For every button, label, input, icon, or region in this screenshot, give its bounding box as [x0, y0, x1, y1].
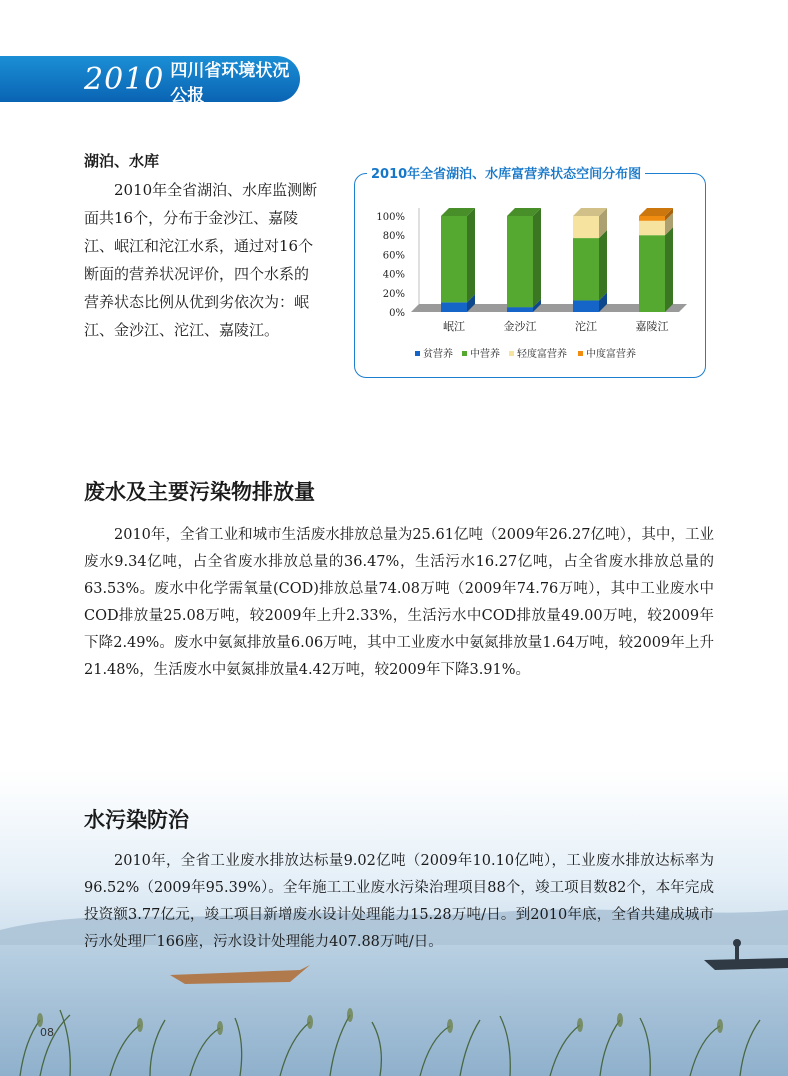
pollution-body: 2010年，全省工业废水排放达标量9.02亿吨（2009年10.10亿吨），工业废水排放达标率为96.52%（2009年95.39%）。全年施工工业废水污染治理项目88个，竣工项目数82个，本年完成投资额3.77亿元，竣工项目新增废水设计处理能力15.28万吨/日。到2010年底，全省共建成城市污水处理厂166座，污水设计处理能力407.88万吨/日。	[84, 853, 714, 950]
legend-swatch	[509, 351, 514, 356]
bar-segment	[507, 216, 533, 307]
lakes-body: 2010年全省湖泊、水库监测断面共16个，分布于金沙江、嘉陵江、岷江和沱江水系，通过对16个断面的营养状况评价，四个水系的营养状态比例从优到劣依次为：岷江、金沙江、沱江、嘉陵江。	[84, 181, 318, 339]
legend-label: 轻度富营养	[517, 349, 567, 360]
bar-segment	[573, 300, 599, 312]
stacked-bar-chart	[355, 174, 707, 379]
x-tick-label: 嘉陵江	[635, 320, 669, 333]
wastewater-heading: 废水及主要污染物排放量	[84, 480, 315, 504]
bar-segment	[639, 221, 665, 235]
bar-segment-side	[533, 208, 541, 307]
bar-segment-side	[599, 230, 607, 300]
bar-segment-side	[467, 208, 475, 302]
chart-box	[354, 167, 706, 378]
wastewater-body: 2010年，全省工业和城市生活废水排放总量为25.61亿吨（2009年26.27亿吨），其中，工业废水9.34亿吨，占全省废水排放总量的36.47%，生活污水16.27亿吨，占全省废水排放总量的63.53%。废水中化学需氧量(COD)排放总量74.08万吨（2009年74.76万吨），其中工业废水中COD排放量25.08万吨，较2009年上升2.33%，生活污水中COD排放量49.00万吨，较2009年下降2.49%。废水中氨氮排放量6.06万吨，其中工业废水中氨氮排放量1.64万吨，较2009年上升21.48%，生活废水中氨氮排放量4.42万吨，较2009年下降3.91%。	[84, 527, 714, 678]
y-tick-label: 80%	[382, 231, 405, 243]
legend-label: 中营养	[470, 349, 500, 360]
bar-segment	[441, 216, 467, 302]
header-title: 四川省环境状况公报	[170, 61, 290, 106]
x-tick-label: 岷江	[443, 320, 465, 333]
lakes-title: 湖泊、水库	[84, 152, 160, 170]
bar-segment	[441, 302, 467, 312]
header-year: 2010	[84, 61, 165, 97]
bar-segment-side	[665, 227, 673, 312]
y-tick-label: 60%	[382, 250, 405, 262]
header-band	[0, 56, 300, 106]
x-tick-label: 沱江	[575, 320, 597, 333]
legend-label: 贫营养	[423, 349, 453, 360]
legend-swatch	[415, 351, 420, 356]
page-number: 08	[40, 1026, 54, 1039]
y-tick-label: 40%	[382, 269, 405, 281]
legend-swatch	[578, 351, 583, 356]
bar-segment	[573, 216, 599, 238]
pollution-heading: 水污染防治	[84, 808, 189, 832]
legend-swatch	[462, 351, 467, 356]
bar-segment	[507, 307, 533, 312]
bar-segment	[573, 238, 599, 300]
chart-title: 2010年全省湖泊、水库富营养状态空间分布图	[367, 163, 645, 182]
y-tick-label: 100%	[376, 212, 405, 223]
y-tick-label: 0%	[389, 308, 405, 319]
bar-segment	[639, 235, 665, 312]
y-tick-label: 20%	[382, 288, 405, 300]
legend-label: 中度富营养	[586, 349, 636, 360]
bar-segment	[639, 216, 665, 221]
x-tick-label: 金沙江	[503, 320, 537, 333]
